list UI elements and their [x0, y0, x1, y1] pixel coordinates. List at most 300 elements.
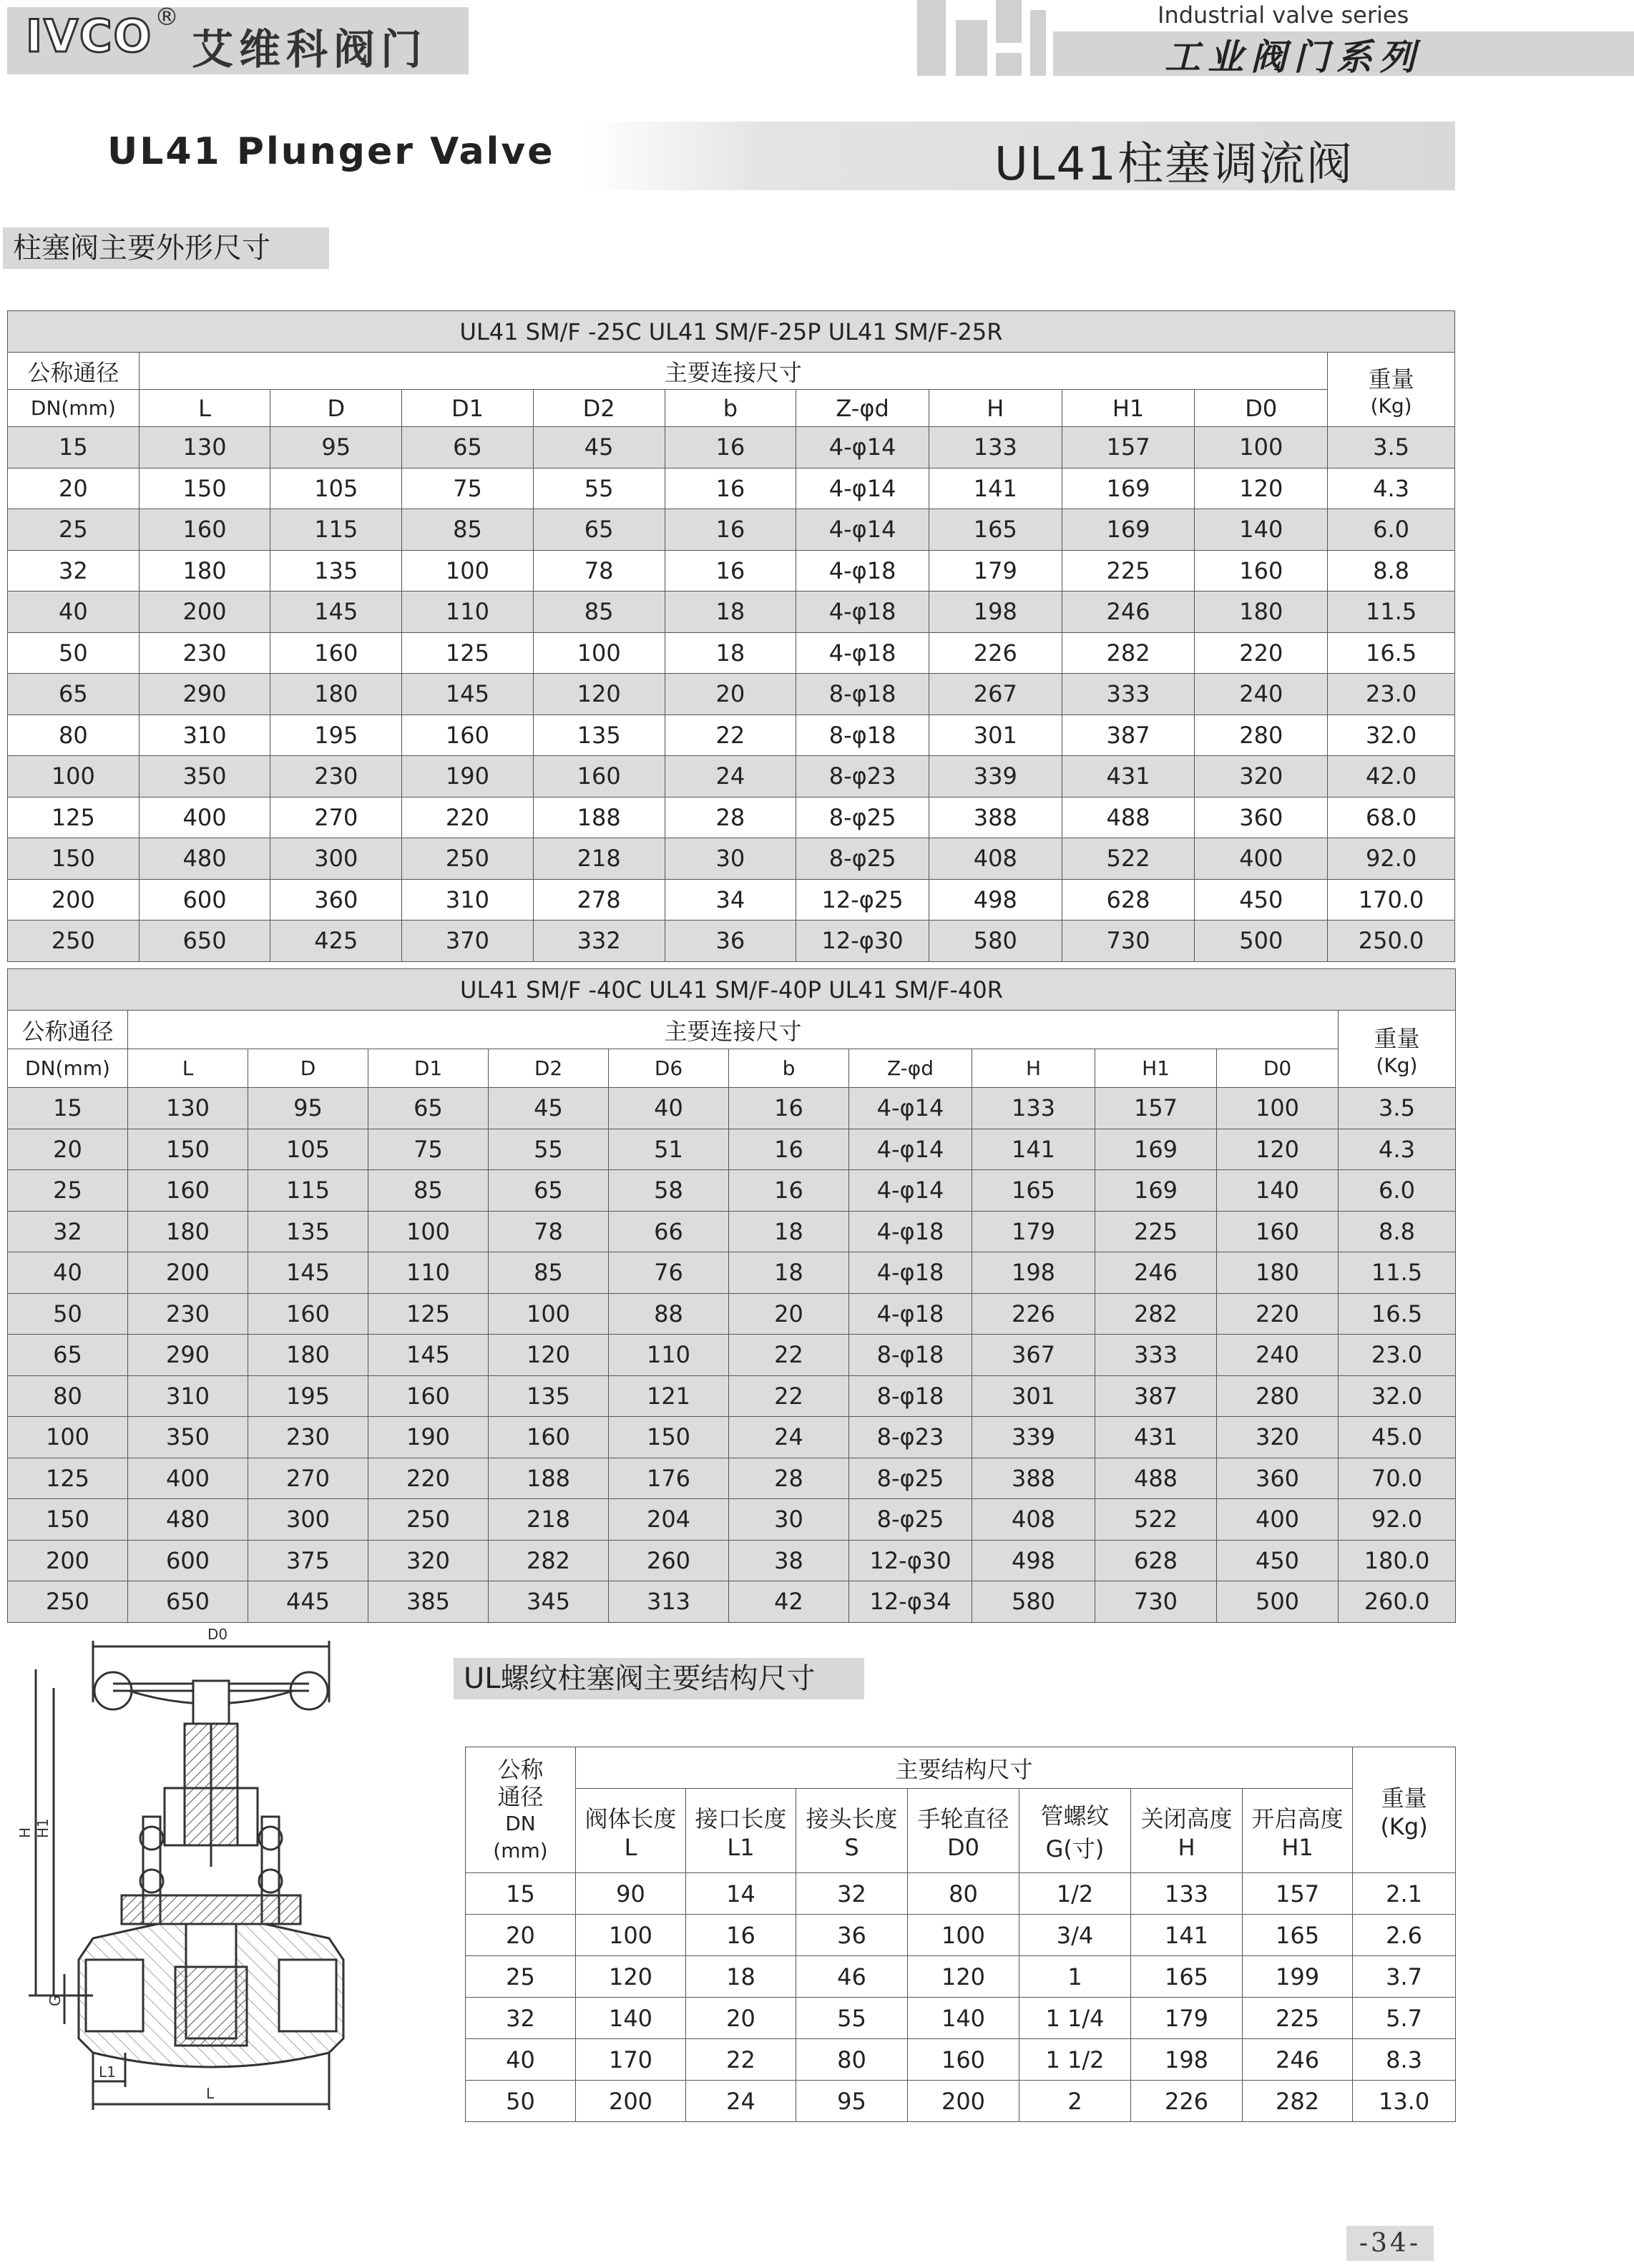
table-cell: 22 [729, 1335, 849, 1376]
column-header: H [929, 390, 1062, 427]
table-cell: 350 [128, 1417, 248, 1458]
table-cell: 4-φ14 [796, 427, 929, 468]
column-header: D2 [533, 390, 665, 427]
decor-block [1030, 10, 1046, 76]
table-cell: 157 [1243, 1873, 1353, 1915]
table-cell: 125 [8, 1458, 128, 1499]
column-header-cn: 手轮直径 [917, 1805, 1009, 1832]
table-cell: 267 [929, 674, 1062, 715]
table-cell: 8.8 [1328, 550, 1455, 591]
table-cell: 85 [533, 591, 665, 633]
table-cell: 150 [609, 1417, 729, 1458]
table-cell: 24 [686, 2081, 796, 2122]
table-cell: 240 [1195, 674, 1328, 715]
table-cell: 310 [402, 879, 534, 921]
dim-label-d0: D0 [207, 1626, 228, 1643]
dim-label-h1: H1 [34, 1818, 52, 1838]
table-cell: 310 [128, 1375, 248, 1417]
table-cell: 290 [128, 1335, 248, 1376]
table-cell: 55 [533, 468, 665, 509]
table-cell: 4-φ18 [796, 550, 929, 591]
column-header: Z-φd [849, 1049, 972, 1088]
table-cell: 200 [139, 591, 270, 633]
table-cell: 169 [1062, 468, 1195, 509]
table-cell: 160 [128, 1170, 248, 1212]
table-cell: 78 [489, 1211, 609, 1252]
table-cell: 46 [796, 1956, 908, 1998]
table-cell: 3/4 [1019, 1915, 1131, 1956]
table-cell: 250 [368, 1499, 489, 1541]
table-cell: 42.0 [1328, 756, 1455, 797]
table-cell: 165 [1243, 1915, 1353, 1956]
column-header: b [665, 390, 796, 427]
table-cell: 450 [1195, 879, 1328, 921]
table-cell: 20 [729, 1293, 849, 1335]
model-header: UL41 SM/F -25C UL41 SM/F-25P UL41 SM/F-25R [8, 311, 1455, 353]
table-cell: 200 [908, 2081, 1019, 2122]
table-cell: 498 [972, 1540, 1095, 1581]
table-cell: 16 [665, 509, 796, 551]
table-cell: 15 [8, 1088, 128, 1129]
table-cell: 600 [128, 1540, 248, 1581]
column-header: H [972, 1049, 1095, 1088]
table-cell: 198 [972, 1252, 1095, 1294]
table-cell: 628 [1062, 879, 1195, 921]
table-cell: 68.0 [1328, 797, 1455, 838]
table-cell: 16 [686, 1915, 796, 1956]
threaded-valve-table [465, 1747, 1456, 2122]
table-cell: 133 [972, 1088, 1095, 1129]
table-body [466, 1873, 1456, 2122]
table-cell: 246 [1062, 591, 1195, 633]
table-cell: 200 [128, 1252, 248, 1294]
table-cell: 34 [665, 879, 796, 921]
table-cell: 280 [1217, 1375, 1339, 1417]
table-cell: 220 [402, 797, 534, 838]
table-cell: 345 [489, 1581, 609, 1623]
table-cell: 250 [8, 921, 140, 962]
table-cell: 130 [128, 1088, 248, 1129]
dn-label: 通径 [497, 1782, 544, 1810]
column-header-symbol: D0 [947, 1833, 979, 1861]
table-cell: 160 [139, 509, 270, 551]
table-cell: 130 [139, 427, 270, 468]
column-header: Z-φd [796, 390, 929, 427]
column-header [686, 1789, 796, 1873]
table-cell: 522 [1095, 1499, 1217, 1541]
table-cell: 125 [402, 632, 534, 674]
table-cell: 1 1/2 [1019, 2039, 1131, 2081]
column-header: D [270, 390, 402, 427]
table-cell: 230 [128, 1293, 248, 1335]
table-cell: 2.1 [1353, 1873, 1456, 1915]
table-row [466, 2039, 1456, 2081]
table-cell: 8-φ18 [849, 1375, 972, 1417]
table-cell: 425 [270, 921, 402, 962]
table-cell: 15 [466, 1873, 576, 1915]
table-cell: 498 [929, 879, 1062, 921]
table-cell: 500 [1195, 921, 1328, 962]
table-cell: 278 [533, 879, 665, 921]
table-cell: 225 [1062, 550, 1195, 591]
table-cell: 141 [1131, 1915, 1243, 1956]
column-header: D2 [489, 1049, 609, 1088]
column-header: L [128, 1049, 248, 1088]
table-cell: 65 [8, 1335, 128, 1376]
column-header: D [248, 1049, 368, 1088]
table-row [8, 1499, 1456, 1541]
weight-label: 重量 [1374, 1025, 1420, 1052]
table-cell: 135 [270, 550, 402, 591]
table-cell: 95 [796, 2081, 908, 2122]
table-row [8, 1088, 1456, 1129]
table-cell: 40 [466, 2039, 576, 2081]
table-cell: 200 [576, 2081, 686, 2122]
table-cell: 198 [929, 591, 1062, 633]
table-row [8, 550, 1455, 591]
table-cell: 75 [402, 468, 534, 509]
table-cell: 140 [1217, 1170, 1339, 1212]
table-cell: 445 [248, 1581, 368, 1623]
table-cell: 78 [533, 550, 665, 591]
table-row [8, 509, 1455, 551]
table-cell: 88 [609, 1293, 729, 1335]
table-cell: 32 [796, 1873, 908, 1915]
table-row [466, 1998, 1456, 2039]
table-row [466, 1915, 1456, 1956]
table-cell: 4-φ14 [849, 1170, 972, 1212]
table-row [8, 838, 1455, 880]
column-header [796, 1789, 908, 1873]
table-cell: 220 [1195, 632, 1328, 674]
table-cell: 290 [139, 674, 270, 715]
table-cell: 65 [8, 674, 140, 715]
table-cell: 226 [972, 1293, 1095, 1335]
table-cell: 2.6 [1353, 1915, 1456, 1956]
dim-label-l: L [206, 2085, 215, 2102]
table-cell: 180 [1217, 1252, 1339, 1294]
table-cell: 260.0 [1339, 1581, 1456, 1623]
table-cell: 135 [533, 715, 665, 756]
table-cell: 65 [402, 427, 534, 468]
table-cell: 408 [972, 1499, 1095, 1541]
weight-header [1328, 353, 1455, 427]
column-header [1019, 1789, 1131, 1873]
table-cell: 4-φ14 [796, 468, 929, 509]
table-cell: 4-φ18 [796, 632, 929, 674]
table-cell: 8-φ25 [849, 1458, 972, 1499]
table-cell: 218 [489, 1499, 609, 1541]
brand-logo: IVCO [26, 10, 153, 62]
table-cell: 4.3 [1328, 468, 1455, 509]
table-cell: 145 [402, 674, 534, 715]
table-row [8, 1129, 1456, 1170]
table-cell: 16 [729, 1129, 849, 1170]
table-cell: 400 [1195, 838, 1328, 880]
table-cell: 15 [8, 427, 140, 468]
table-cell: 80 [8, 1375, 128, 1417]
table-cell: 250 [402, 838, 534, 880]
series-title-en: Industrial valve series [1158, 1, 1409, 29]
dimension-table-25 [7, 310, 1455, 962]
table-cell: 313 [609, 1581, 729, 1623]
table-cell: 160 [533, 756, 665, 797]
table-cell: 55 [796, 1998, 908, 2039]
table-cell: 600 [139, 879, 270, 921]
dimension-table-40 [7, 968, 1456, 1623]
column-header-cn: 接口长度 [695, 1805, 787, 1832]
table-cell: 387 [1062, 715, 1195, 756]
table-cell: 16.5 [1339, 1293, 1456, 1335]
table-cell: 25 [8, 1170, 128, 1212]
table-row [8, 1458, 1456, 1499]
table-cell: 24 [729, 1417, 849, 1458]
table-row [8, 1252, 1456, 1294]
weight-unit: (Kg) [1380, 1812, 1428, 1840]
table-cell: 65 [368, 1088, 489, 1129]
table-cell: 165 [1131, 1956, 1243, 1998]
table-cell: 250.0 [1328, 921, 1455, 962]
table-cell: 320 [368, 1540, 489, 1581]
column-header: D0 [1195, 390, 1328, 427]
table-cell: 226 [929, 632, 1062, 674]
table-cell: 230 [139, 632, 270, 674]
dn-unit: DN(mm) [8, 390, 140, 427]
table-cell: 387 [1095, 1375, 1217, 1417]
table-cell: 339 [929, 756, 1062, 797]
table-cell: 160 [368, 1375, 489, 1417]
table-cell: 16 [729, 1088, 849, 1129]
table-cell: 200 [8, 1540, 128, 1581]
table-cell: 320 [1217, 1417, 1339, 1458]
table-cell: 125 [368, 1293, 489, 1335]
dn-label: DN [505, 1811, 536, 1835]
table-cell: 170.0 [1328, 879, 1455, 921]
table-row [8, 1417, 1456, 1458]
column-header: H1 [1095, 1049, 1217, 1088]
table-cell: 20 [686, 1998, 796, 2039]
table-cell: 169 [1095, 1170, 1217, 1212]
table-cell: 100 [1195, 427, 1328, 468]
table-cell: 226 [1131, 2081, 1243, 2122]
table-cell: 20 [8, 468, 140, 509]
table-cell: 145 [368, 1335, 489, 1376]
table-cell: 480 [128, 1499, 248, 1541]
table-cell: 32 [8, 550, 140, 591]
table-cell: 36 [796, 1915, 908, 1956]
table-cell: 1/2 [1019, 1873, 1131, 1915]
table-cell: 246 [1243, 2039, 1353, 2081]
table-cell: 250 [8, 1581, 128, 1623]
table-cell: 38 [729, 1540, 849, 1581]
table-cell: 225 [1095, 1211, 1217, 1252]
table-cell: 100 [489, 1293, 609, 1335]
table-cell: 488 [1095, 1458, 1217, 1499]
table-cell: 23.0 [1328, 674, 1455, 715]
table-cell: 16 [729, 1170, 849, 1212]
table-cell: 140 [908, 1998, 1019, 2039]
table-cell: 32.0 [1339, 1375, 1456, 1417]
table-cell: 230 [270, 756, 402, 797]
table-cell: 36 [665, 921, 796, 962]
table-cell: 12-φ30 [849, 1540, 972, 1581]
table-cell: 92.0 [1328, 838, 1455, 880]
table-cell: 160 [908, 2039, 1019, 2081]
series-title-cn: 工业阀门系列 [1165, 36, 1422, 78]
column-header-cn: 管螺纹 [1040, 1802, 1110, 1830]
table-cell: 75 [368, 1129, 489, 1170]
model-header: UL41 SM/F -40C UL41 SM/F-40P UL41 SM/F-40R [8, 969, 1456, 1011]
table-cell: 11.5 [1339, 1252, 1456, 1294]
column-header: D1 [402, 390, 534, 427]
column-header [1131, 1789, 1243, 1873]
page-number: -34- [1346, 2226, 1434, 2261]
table-cell: 180 [270, 674, 402, 715]
table-cell: 157 [1062, 427, 1195, 468]
column-header-cn: 阀体长度 [584, 1805, 677, 1832]
table-cell: 92.0 [1339, 1499, 1456, 1541]
table-cell: 179 [929, 550, 1062, 591]
table-cell: 32.0 [1328, 715, 1455, 756]
table-cell: 133 [929, 427, 1062, 468]
table-cell: 80 [796, 2039, 908, 2081]
table-cell: 169 [1062, 509, 1195, 551]
table-cell: 195 [248, 1375, 368, 1417]
table-row [8, 468, 1455, 509]
column-header-symbol: S [844, 1833, 859, 1861]
table-cell: 30 [729, 1499, 849, 1541]
table-cell: 4-φ14 [849, 1129, 972, 1170]
column-header-symbol: L [624, 1833, 637, 1861]
weight-unit: (Kg) [1370, 394, 1412, 418]
column-header [1243, 1789, 1353, 1873]
table-cell: 730 [1095, 1581, 1217, 1623]
table-cell: 480 [139, 838, 270, 880]
table-cell: 332 [533, 921, 665, 962]
table-cell: 360 [270, 879, 402, 921]
table-row [8, 756, 1455, 797]
dn-unit: (mm) [493, 1838, 548, 1862]
table-cell: 388 [929, 797, 1062, 838]
table-cell: 4-φ18 [849, 1211, 972, 1252]
table-cell: 16.5 [1328, 632, 1455, 674]
table-cell: 170 [576, 2039, 686, 2081]
table-cell: 220 [1217, 1293, 1339, 1335]
dim-label-h: H [16, 1827, 34, 1838]
column-header [908, 1789, 1019, 1873]
table-cell: 12-φ25 [796, 879, 929, 921]
table-cell: 522 [1062, 838, 1195, 880]
table-cell: 120 [1217, 1129, 1339, 1170]
table-cell: 8-φ18 [849, 1335, 972, 1376]
table-cell: 16 [665, 427, 796, 468]
table-cell: 580 [972, 1581, 1095, 1623]
table-cell: 4-φ18 [849, 1252, 972, 1294]
table-cell: 220 [368, 1458, 489, 1499]
page-title-cn: UL41柱塞调流阀 [994, 138, 1354, 191]
table-cell: 12-φ30 [796, 921, 929, 962]
table-cell: 169 [1095, 1129, 1217, 1170]
table-cell: 282 [1062, 632, 1195, 674]
table-cell: 32 [466, 1998, 576, 2039]
table-cell: 133 [1131, 1873, 1243, 1915]
table-cell: 165 [972, 1170, 1095, 1212]
table-cell: 8.3 [1353, 2039, 1456, 2081]
table-row [8, 427, 1455, 468]
table-cell: 360 [1217, 1458, 1339, 1499]
table-cell: 50 [466, 2081, 576, 2122]
section-label-dimensions: 柱塞阀主要外形尺寸 [3, 227, 329, 269]
table-cell: 388 [972, 1458, 1095, 1499]
table-cell: 160 [1217, 1211, 1339, 1252]
table-cell: 301 [972, 1375, 1095, 1417]
table-cell: 150 [139, 468, 270, 509]
table-cell: 95 [248, 1088, 368, 1129]
table-cell: 115 [248, 1170, 368, 1212]
table-row [8, 674, 1455, 715]
table-cell: 488 [1062, 797, 1195, 838]
table-cell: 200 [8, 879, 140, 921]
table-cell: 282 [1095, 1293, 1217, 1335]
weight-header [1353, 1747, 1456, 1873]
table-cell: 2 [1019, 2081, 1131, 2122]
table-cell: 225 [1243, 1998, 1353, 2039]
table-cell: 80 [8, 715, 140, 756]
table-cell: 375 [248, 1540, 368, 1581]
table-row [466, 1956, 1456, 1998]
table-cell: 65 [533, 509, 665, 551]
table-cell: 1 [1019, 1956, 1131, 1998]
table-cell: 140 [576, 1998, 686, 2039]
page-title-en: UL41 Plunger Valve [107, 130, 555, 173]
table-cell: 50 [8, 632, 140, 674]
table-cell: 65 [489, 1170, 609, 1212]
dn-label: 公称通径 [8, 353, 140, 390]
table-cell: 28 [729, 1458, 849, 1499]
weight-label: 重量 [1368, 365, 1414, 393]
table-cell: 180 [248, 1335, 368, 1376]
table-cell: 45.0 [1339, 1417, 1456, 1458]
table-cell: 45 [489, 1088, 609, 1129]
table-cell: 4-φ14 [849, 1088, 972, 1129]
table-cell: 120 [489, 1335, 609, 1376]
table-row [8, 879, 1455, 921]
table-cell: 16 [665, 468, 796, 509]
table-cell: 6.0 [1328, 509, 1455, 551]
table-cell: 8-φ18 [796, 715, 929, 756]
table-cell: 150 [128, 1129, 248, 1170]
table-cell: 360 [1195, 797, 1328, 838]
table-cell: 4-φ18 [796, 591, 929, 633]
column-header [576, 1789, 686, 1873]
table-cell: 450 [1217, 1540, 1339, 1581]
table-cell: 20 [466, 1915, 576, 1956]
table-cell: 105 [248, 1129, 368, 1170]
table-cell: 76 [609, 1252, 729, 1294]
table-cell: 141 [929, 468, 1062, 509]
table-cell: 160 [248, 1293, 368, 1335]
table-row [8, 1375, 1456, 1417]
table-cell: 198 [1131, 2039, 1243, 2081]
table-cell: 90 [576, 1873, 686, 1915]
dn-label: 公称 [497, 1755, 544, 1783]
column-header: H1 [1062, 390, 1195, 427]
table-cell: 18 [665, 632, 796, 674]
table-cell: 300 [248, 1499, 368, 1541]
table-cell: 199 [1243, 1956, 1353, 1998]
table-cell: 11.5 [1328, 591, 1455, 633]
table-cell: 650 [139, 921, 270, 962]
